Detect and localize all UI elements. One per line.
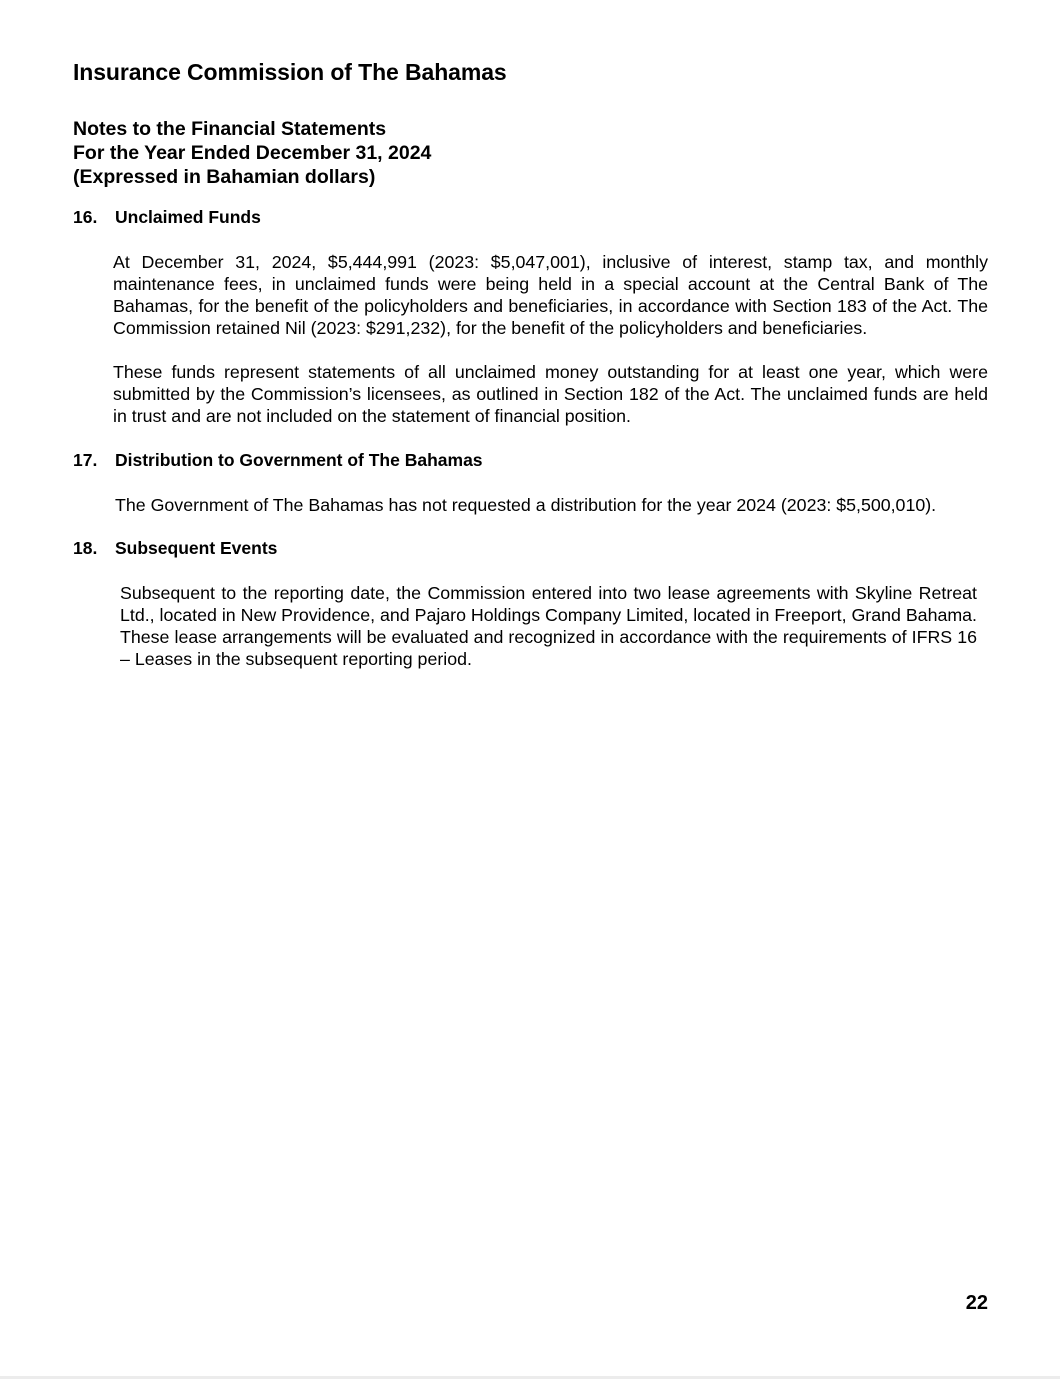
organization-title: Insurance Commission of The Bahamas: [73, 59, 507, 85]
note-17-heading: [73, 450, 483, 471]
note-number: 16.: [73, 207, 98, 227]
note-18-paragraph-1: Subsequent to the reporting date, the Commission entered into two lease agreements with Skyline Retreat Ltd., located in New Providence, and Pajaro Holdings Company Limited, located in Freeport, Grand Bahama. These lease arrangements will be evaluated and recognized in accordance with the requirements of IFRS 16 – Leases in the subsequent reporting period.: [120, 583, 977, 669]
note-number: 17.: [73, 450, 98, 470]
statement-subtitle: [73, 117, 431, 189]
subtitle-line: For the Year Ended December 31, 2024: [73, 142, 432, 164]
subtitle-line: Notes to the Financial Statements: [73, 118, 387, 140]
note-title: Unclaimed Funds: [115, 207, 261, 227]
page-number: 22: [965, 1292, 988, 1314]
note-title: Subsequent Events: [115, 538, 278, 558]
note-16-paragraph-2: These funds represent statements of all unclaimed money outstanding for at least one year, which were submitted by the Commission’s licensees, as outlined in Section 182 of the Act. The unclaimed funds are held in trust and are not included on the statement of financial position.: [113, 362, 988, 426]
note-16-heading: [73, 207, 261, 228]
note-17-paragraph-1: The Government of The Bahamas has not requested a distribution for the year 2024 (2023: $5,500,010).: [115, 495, 937, 515]
note-18-heading: [73, 538, 277, 559]
subtitle-line: (Expressed in Bahamian dollars): [73, 166, 376, 188]
note-16-paragraph-1: At December 31, 2024, $5,444,991 (2023: $5,047,001), inclusive of interest, stamp tax, and monthly maintenance fees, in unclaimed funds were being held in a special account at the Central Bank of The Bahamas, for the benefit of the policyholders and beneficiaries, in accordance with Section 183 of the Act. The Commission retained Nil (2023: $291,232), for the benefit of the policyholders and beneficiaries.: [113, 252, 988, 338]
note-number: 18.: [73, 538, 98, 558]
note-title: Distribution to Government of The Bahamas: [115, 450, 483, 470]
